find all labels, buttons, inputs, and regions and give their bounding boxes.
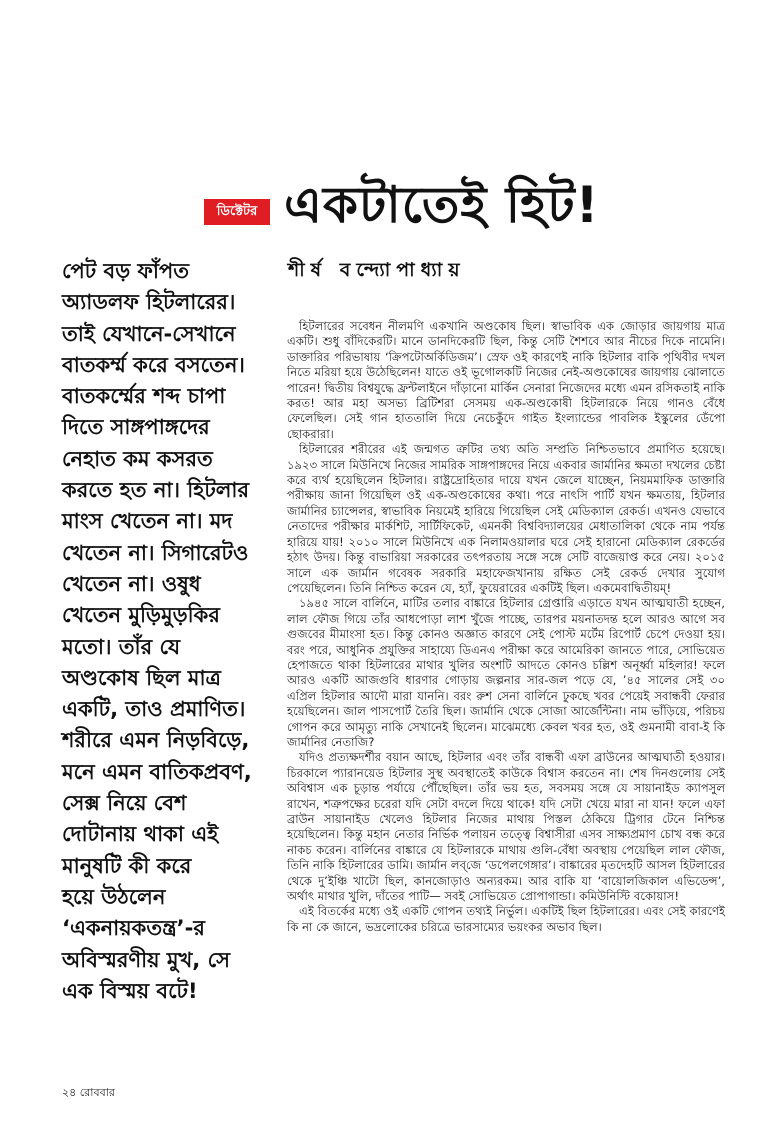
pull-quote-line: ‘একনায়কতন্ত্র’-র bbox=[62, 916, 205, 941]
pull-quote-line: সেক্স নিয়ে বেশ bbox=[62, 791, 187, 816]
pull-quote-line: খেতেন মুড়িমুড়কির bbox=[62, 603, 220, 628]
pull-quote-line: তাই যেখানে-সেখানে bbox=[62, 321, 236, 346]
pull-quote-line: মতো। তাঁর যে bbox=[62, 634, 181, 659]
section-tag: ডিক্টেটর bbox=[204, 199, 270, 225]
pull-quote-line: শরীরে এমন নিড়বিড়ে, bbox=[62, 728, 250, 753]
pull-quote-line: বাতকর্ম্মের শব্দ চাপা bbox=[62, 384, 226, 409]
pull-quote-line: বাতকর্ম্ম করে বসতেন। bbox=[62, 352, 245, 377]
pull-quote-line: মনে এমন বাতিকপ্রবণ, bbox=[62, 759, 252, 784]
pull-quote-line: হয়ে উঠলেন bbox=[62, 884, 166, 909]
pull-quote-line: নেহাত কম কসরত bbox=[62, 446, 213, 471]
pull-quote-line: করতে হত না। হিটলার bbox=[62, 478, 250, 503]
pull-quote-line: দিতে সাঙ্গপাঙ্গদের bbox=[62, 415, 210, 440]
body-paragraph: এই বিতর্কের মধ্যে ওই একটি গোপন তথ্যই নির্ভুল। একটিই ছিল হিটলারের। এবং সেই কারণেই কি না কে জানে, ভদ্রলোকের চরিত্রে ভারসাম্যের ভয়ংকর অভাব ছিল। bbox=[287, 904, 725, 934]
pull-quote-line: এক বিস্ময় বটে! bbox=[62, 978, 198, 1003]
author-byline: শীর্ষ বন্দ্যোপাধ্যায় bbox=[288, 259, 466, 281]
pull-quote-line: অ্যাডলফ হিটলারের। bbox=[62, 290, 236, 315]
pull-quote-line: খেতেন না। সিগারেটও bbox=[62, 540, 249, 565]
pull-quote bbox=[62, 256, 274, 1007]
pull-quote-line: অবিস্মরণীয় মুখ, সে bbox=[62, 947, 230, 972]
article-body bbox=[287, 319, 725, 935]
pull-quote-line: পেট বড় ফাঁপত bbox=[62, 259, 189, 283]
pull-quote-line: মাংস খেতেন না। মদ bbox=[62, 509, 233, 534]
pull-quote-line: একটি, তাও প্রমাণিত। bbox=[62, 697, 246, 722]
body-paragraph: যদিও প্রত্যক্ষদর্শীর বয়ান আছে, হিটলার এবং তাঁর বান্ধবী এফা ব্রাউনের আত্মঘাতী হওয়ার। চিরকালে প্যারানয়েড হিটলার সুস্থ অবস্থাতেই কাউকে বিশ্বাস করতেন না। শেষ দিনগুলোয় সেই অবিশ্বাস এক চূড়ান্ত পর্যায়ে পৌঁছেছিল। তাঁর ভয় হত, সবসময় সঙ্গে যে সায়ানাইড ক্যাপসুল রাখেন, শত্রুপক্ষের চরেরা যদি সেটা বদলে দিয়ে থাকে! যদি সেটা খেয়ে মারা না যান! ফলে এফা ব্রাউন সায়ানাইড খেলেও হিটলার নিজের মাথায় পিস্তল ঠেকিয়ে ট্রিগার টেনে নিশ্চিন্ত হয়েছিলেন। কিন্তু মহান নেতার নির্ভিক পলায়ন তত্ত্বে বিশ্বাসীরা এসব সাক্ষ্যপ্রমাণ চোখ বন্ধ করে নাকচ করেন। বার্লিনের বাঙ্কারে যে হিটলারকে মাথায় গুলি-বেঁধা অবস্থায় পেয়েছিল লাল ফৌজ, তিনি নাকি হিটলারের ডামি। জার্মান লব্‌জে ‘ডপেলগেঙ্গার’। বাঙ্কারের মৃতদেহটি আসল হিটলারের থেকে দু’ইঞ্চি খাটো ছিল, কানজোড়াও অন্যরকম। আর বাকি যা ‘বায়োলজিকাল এভিডেন্স’, অর্থাৎ মাথার খুলি, দাঁতের পাটি— সবই সোভিয়েত প্রোপাগান্ডা। কমিউনিস্টি বকোয়াস! bbox=[287, 750, 725, 904]
article-headline: একটাতেই হিট! bbox=[284, 176, 600, 234]
body-paragraph: হিটলারের সবেধন নীলমণি একখানি অণ্ডকোষ ছিল। স্বাভাবিক এক জোড়ার জায়গায় মাত্র একটি। শুধু বাঁদিকেরটি। মানে ডানদিকেরটি ছিল, কিন্তু সেটি শৈশবে আর নীচের দিকে নামেনি। ডাক্তারির পরিভাষায় ‘ক্রিপটোঅর্কিডিজম’। স্রেফ ওই কারণেই নাকি হিটলার বাকি পৃথিবীর দখল নিতে মরিয়া হয়ে উঠেছিলেন! যাতে ওই ভূগোলকটি নিজের নেই-অণ্ডকোষের জায়গায় ঝোলাতে পারেন! দ্বিতীয় বিশ্বযুদ্ধে ফ্রন্টলাইনে দাঁড়ানো মার্কিন সেনারা নিজেদের মধ্যে এমন রসিকতাই নাকি করত! আর মহা অসভ্য ব্রিটিশরা সেসময় এক-অণ্ডকোষী হিটলারকে নিয়ে গানও বেঁধে ফেলেছিল। সেই গান হাততালি দিয়ে নেচেকুঁদে গাইত ইংল্যান্ডের পাবলিক ইস্কুলের ডেঁপো ছোকরারা। bbox=[287, 319, 725, 441]
pull-quote-line: খেতেন না। ওষুধ bbox=[62, 571, 201, 596]
page-folio: ২৪ রোববার bbox=[62, 1086, 115, 1099]
pull-quote-line: দোটানায় থাকা এই bbox=[62, 822, 219, 847]
pull-quote-line: অণ্ডকোষ ছিল মাত্র bbox=[62, 665, 221, 690]
pull-quote-line: মানুষটি কী করে bbox=[62, 853, 192, 878]
body-paragraph: ১৯৪৫ সালে বার্লিনে, মাটির তলার বাঙ্কারে হিটলার গ্রেপ্তারি এড়াতে যখন আত্মঘাতী হচ্ছেন, লাল ফৌজ গিয়ে তাঁর আধপোড়া লাশ খুঁজে পাচ্ছে, তারপর ময়নাতদন্ত হলে আরও আগে সব গুজবের মীমাংসা হত। কিন্তু কোনও অজ্ঞাত কারণে সেই পোস্ট মর্টেম রিপোর্ট চেপে দেওয়া হয়। বরং পরে, আধুনিক প্রযুক্তির সাহায্যে ডিএনএ পরীক্ষা করে আমেরিকা জানতে পারে, সোভিয়েত হেপাজতে থাকা হিটলারের মাথার খুলির অংশটি আদতে কোনও চল্লিশ অনূর্ধ্বা মহিলার! ফলে আরও একটি আজগুবি ধারণার গোড়ায় জল্পনার সার-জল পড়ে যে, ’৪৫ সালের সেই ৩০ এপ্রিল হিটলার আদৌ মারা যাননি। বরং রুশ সেনা বার্লিনে ঢুকছে খবর পেয়েই সবান্ধবী ফেরার হয়েছিলেন। জাল পাসপোর্ট তৈরি ছিল। জার্মানি থেকে সোজা আর্জেন্টিনা। নাম ভাঁড়িয়ে, পরিচয় গোপন করে আমৃত্যু নাকি সেখানেই ছিলেন। মাঝেমধ্যে কেবল খবর হত, ওই গুমনামী বাবা-ই কি জার্মানির নেতাজি? bbox=[287, 596, 725, 749]
body-paragraph: হিটলারের শরীরের এই জন্মগত ত্রুটির তথ্য অতি সম্প্রতি নিশ্চিতভাবে প্রমাণিত হয়েছে। ১৯২৩ সালে মিউনিখে নিজের সামরিক সাঙ্গপাঙ্গদের নিয়ে একবার জার্মানির ক্ষমতা দখলের চেষ্টা করে ব্যর্থ হয়েছিলেন হিটলার। রাষ্ট্রদ্রোহিতার দায়ে যখন জেলে যাচ্ছেন, নিয়মমাফিক ডাক্তারি পরীক্ষায় জানা গিয়েছিল ওই এক-অণ্ডকোষের কথা। পরে নাৎসি পার্টি যখন ক্ষমতায়, হিটলার জার্মানির চ্যান্সেলর, স্বাভাবিক নিয়মেই হারিয়ে গিয়েছিল সেই মেডিক্যাল রেকর্ড। এখনও যেভাবে নেতাদের পরীক্ষার মার্কশিট, সার্টিফিকেট, এমনকী বিশ্ববিদ্যালয়ের মেধাতালিকা থেকে নাম পর্যন্ত হারিয়ে যায়! ২০১০ সালে মিউনিখে এক নিলামওয়ালার ঘরে সেই হারানো মেডিক্যাল রেকর্ডের হঠাৎ উদয়। কিন্তু বাভারিয়া সরকারের তৎপরতায় সঙ্গে সঙ্গে সেটি বাজেয়াপ্ত করে নেয়। ২০১৫ সালে এক জার্মান গবেষক সরকারি মহাফেজখানায় রক্ষিত সেই রেকর্ড দেখার সুযোগ পেয়েছিলেন। তিনি নিশ্চিত করেন যে, হ্যাঁ, ফুয়েরারের একটিই ছিল। একমেবাদ্বিতীয়ম্! bbox=[287, 442, 725, 595]
